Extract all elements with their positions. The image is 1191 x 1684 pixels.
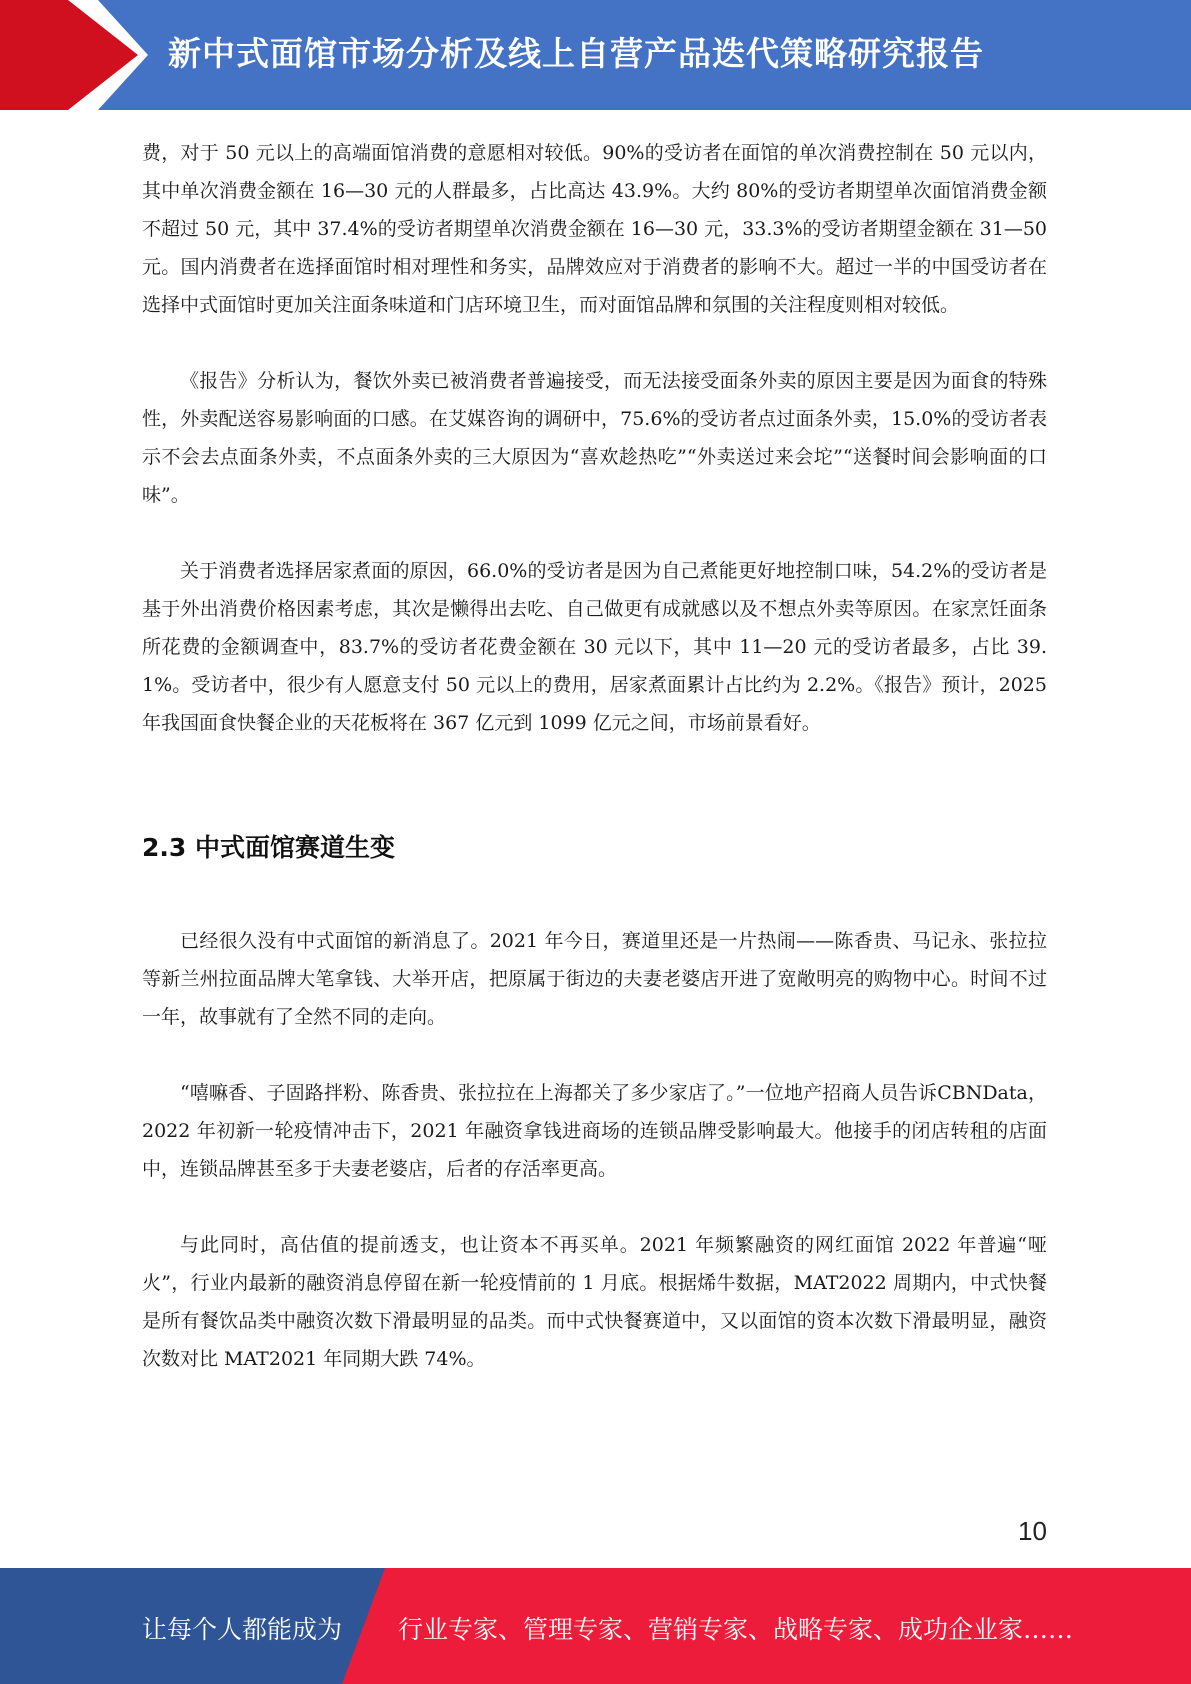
body-paragraph: 与此同时，高估值的提前透支，也让资本不再买单。2021 年频繁融资的网红面馆 2022 年普遍“哑火”，行业内最新的融资消息停留在新一轮疫情前的 1 月底。根据烯牛数据，MAT2022 周期内，中式快餐是所有餐饮品类中融资次数下滑最明显的品类。而中式快餐赛道中，又以面馆的资本次数下滑最明显，融资次数对比 MAT2021 年同期大跌 74%。: [142, 1234, 1047, 1370]
report-title: 新中式面馆市场分析及线上自营产品迭代策略研究报告: [168, 34, 984, 73]
body-paragraph: 关于消费者选择居家煮面的原因，66.0%的受访者是因为自己煮能更好地控制口味，54.2%的受访者是基于外出消费价格因素考虑，其次是懒得出去吃、自己做更有成就感以及不想点外卖等原因。在家烹饪面条所花费的金额调查中，83.7%的受访者花费金额在 30 元以下，其中 11—20 元的受访者最多，占比 39.1%。受访者中，很少有人愿意支付 50 元以上的费用，居家煮面累计占比约为 2.2%。《报告》预计，2025 年我国面食快餐企业的天花板将在 367 亿元到 1099 亿元之间，市场前景看好。: [142, 560, 1047, 734]
body-paragraph: 《报告》分析认为，餐饮外卖已被消费者普遍接受，而无法接受面条外卖的原因主要是因为面食的特殊性，外卖配送容易影响面的口感。在艾媒咨询的调研中，75.6%的受访者点过面条外卖，15.0%的受访者表示不会去点面条外卖，不点面条外卖的三大原因为“喜欢趁热吃”“外卖送过来会坨”“送餐时间会影响面的口味”。: [142, 370, 1047, 506]
page-footer: [0, 1568, 1191, 1684]
section-heading: 2.3 中式面馆赛道生变: [142, 833, 395, 862]
body-paragraph: 已经很久没有中式面馆的新消息了。2021 年今日，赛道里还是一片热闹——陈香贵、马记永、张拉拉等新兰州拉面品牌大笔拿钱、大举开店，把原属于街边的夫妻老婆店开进了宽敞明亮的购物中心。时间不过一年，故事就有了全然不同的走向。: [142, 930, 1047, 1028]
page-body: [142, 134, 1047, 1378]
footer-slogan-right: 行业专家、管理专家、营销专家、战略专家、成功企业家……: [398, 1615, 1074, 1644]
body-paragraph: 费，对于 50 元以上的高端面馆消费的意愿相对较低。90%的受访者在面馆的单次消费控制在 50 元以内，其中单次消费金额在 16—30 元的人群最多，占比高达 43.9%。大约 80%的受访者期望单次面馆消费金额不超过 50 元，其中 37.4%的受访者期望单次消费金额在 16—30 元，33.3%的受访者期望金额在 31—50 元。国内消费者在选择面馆时相对理性和务实，品牌效应对于消费者的影响不大。超过一半的中国受访者在选择中式面馆时更加关注面条味道和门店环境卫生，而对面馆品牌和氛围的关注程度则相对较低。: [142, 142, 1047, 316]
page-number: 10: [1018, 1516, 1047, 1546]
page-header: [0, 0, 1191, 110]
body-paragraph: “嘻嘛香、子固路拌粉、陈香贵、张拉拉在上海都关了多少家店了。”一位地产招商人员告诉CBNData，2022 年初新一轮疫情冲击下，2021 年融资拿钱进商场的连锁品牌受影响最大。他接手的闭店转租的店面中，连锁品牌甚至多于夫妻老婆店，后者的存活率更高。: [142, 1082, 1047, 1180]
footer-slogan-left: 让每个人都能成为: [142, 1615, 343, 1644]
